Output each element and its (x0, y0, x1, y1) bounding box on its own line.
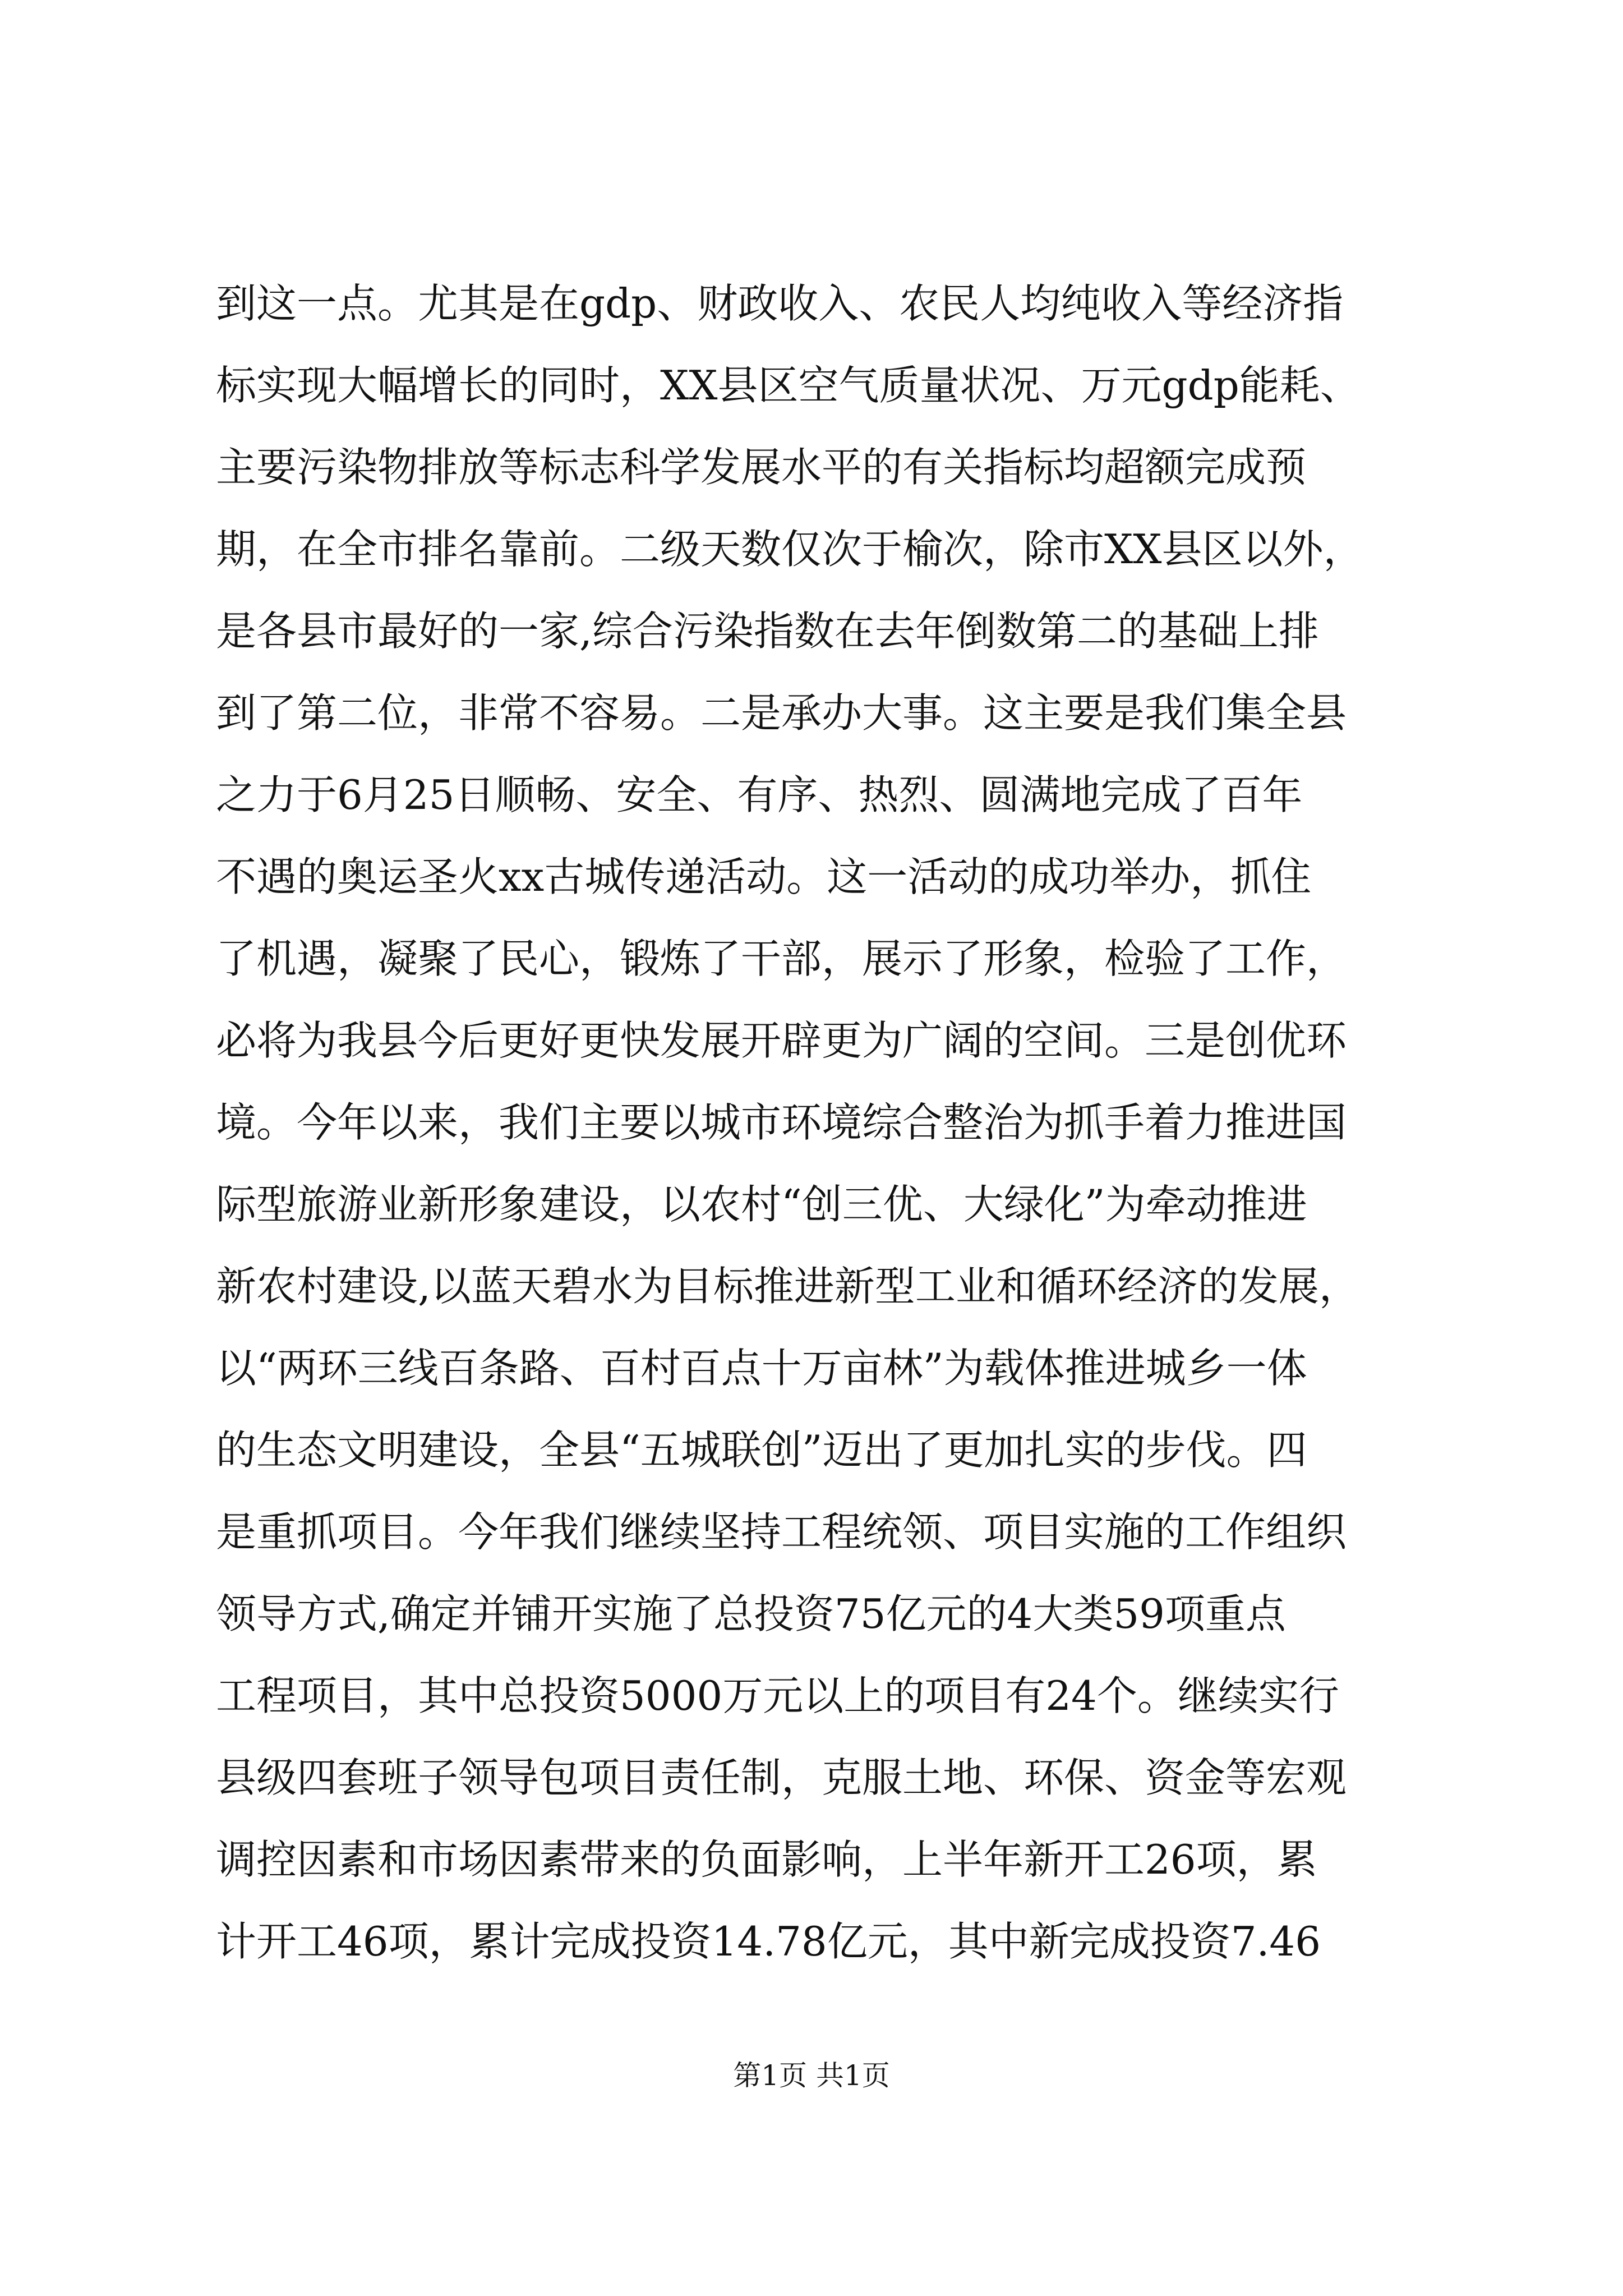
text-line: 新农村建设,以蓝天碧水为目标推进新型工业和循环经济的发展， (216, 1263, 1359, 1310)
text-line: 计开工46项，累计完成投资14.78亿元，其中新完成投资7.46 (216, 1918, 1321, 1965)
text-line: 的生态文明建设，全县“五城联创”迈出了更加扎实的步伐。四 (216, 1427, 1307, 1474)
text-line: 期，在全市排名靠前。二级天数仅次于榆次，除市XX县区以外， (216, 526, 1364, 573)
text-line: 县级四套班子领导包项目责任制，克服土地、环保、资金等宏观 (216, 1754, 1347, 1801)
text-line: 是各县市最好的一家,综合污染指数在去年倒数第二的基础上排 (216, 608, 1319, 655)
text-line: 到这一点。尤其是在gdp、财政收入、农民人均纯收入等经济指 (216, 280, 1344, 327)
text-line: 调控因素和市场因素带来的负面影响，上半年新开工26项，累 (216, 1836, 1317, 1883)
body-text (216, 263, 1433, 1982)
text-line: 是重抓项目。今年我们继续坚持工程统领、项目实施的工作组织 (216, 1508, 1347, 1556)
text-line: 标实现大幅增长的同时，XX县区空气质量状况、万元gdp能耗、 (216, 362, 1361, 409)
text-line: 之力于6月25日顺畅、安全、有序、热烈、圆满地完成了百年 (216, 771, 1303, 818)
text-line: 了机遇，凝聚了民心，锻炼了干部，展示了形象，检验了工作， (216, 935, 1347, 982)
text-line: 不遇的奥运圣火xx古城传递活动。这一活动的成功举办，抓住 (216, 853, 1312, 900)
text-line: 境。今年以来，我们主要以城市环境综合整治为抓手着力推进国 (216, 1099, 1347, 1146)
text-line: 到了第二位，非常不容易。二是承办大事。这主要是我们集全县 (216, 689, 1347, 737)
text-line: 必将为我县今后更好更快发展开辟更为广阔的空间。三是创优环 (216, 1017, 1347, 1064)
text-line: 工程项目，其中总投资5000万元以上的项目有24个。继续实行 (216, 1672, 1339, 1719)
text-line: 际型旅游业新形象建设，以农村“创三优、大绿化”为牵动推进 (216, 1181, 1307, 1228)
text-line: 主要污染物排放等标志科学发展水平的有关指标均超额完成预 (216, 444, 1307, 491)
page-number-footer: 第1页 共1页 (733, 2059, 890, 2092)
text-line: 领导方式,确定并铺开实施了总投资75亿元的4大类59项重点 (216, 1590, 1286, 1637)
text-line: 以“两环三线百条路、百村百点十万亩林”为载体推进城乡一体 (216, 1345, 1307, 1392)
